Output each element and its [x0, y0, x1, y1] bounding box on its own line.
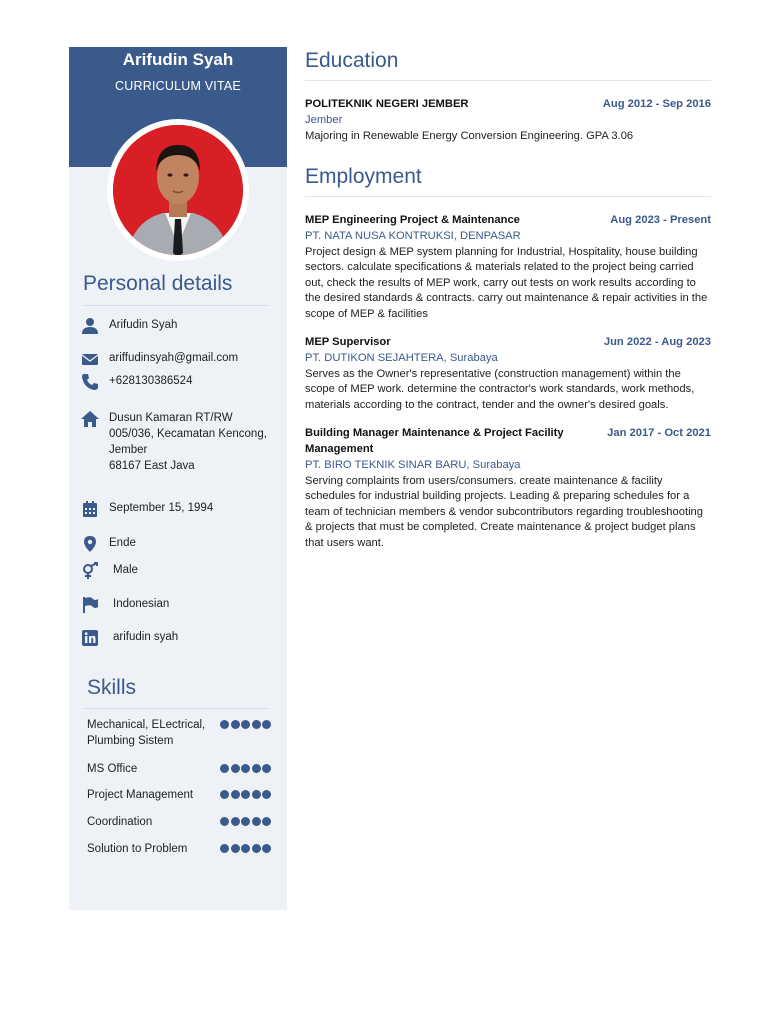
education-heading: Education: [305, 49, 399, 72]
phone-icon: [81, 373, 99, 391]
skills-divider: [83, 708, 269, 709]
skill-label: Project Management: [87, 789, 194, 801]
skill-rating: [220, 842, 273, 854]
employment-divider: [305, 196, 711, 197]
job-company: PT. DUTIKON SEJAHTERA, Surabaya: [305, 352, 498, 364]
personal-divider: [83, 305, 269, 306]
flag-icon: [81, 596, 99, 614]
skill-label: Mechanical, ELectrical, Plumbing Sistem: [87, 719, 206, 747]
employment-heading: Employment: [305, 165, 422, 188]
employment-entry-1: [305, 213, 711, 323]
job-company: PT. NATA NUSA KONTRUKSI, DENPASAR: [305, 230, 521, 242]
candidate-name: Arifudin Syah: [122, 50, 234, 69]
job-title: MEP Engineering Project & Maintenance: [305, 214, 520, 226]
rating-dot: [252, 764, 261, 773]
detail-name-text: Arifudin Syah: [109, 319, 178, 331]
rating-dot: [231, 844, 240, 853]
sidebar: [69, 47, 287, 910]
job-dates: Aug 2023 - Present: [610, 214, 711, 226]
detail-birthdate-text: September 15, 1994: [109, 502, 214, 514]
linkedin-icon: [81, 629, 99, 647]
skill-label: Coordination: [87, 816, 153, 828]
detail-address-text: Dusun Kamaran RT/RW 005/036, Kecamatan Kencong, Jember 68167 East Java: [109, 412, 267, 472]
profile-photo-frame: [107, 119, 249, 261]
job-description: Serving complaints from users/consumers. create maintenance & facility schedules for industrial building projects. Leading & preparing schedules for a team of technician members & vendor subcontributors regarding troubleshooting & projects that must be completed. Create maintenance & project budget plans that users want.: [305, 474, 703, 549]
rating-dot: [262, 790, 271, 799]
skill-label: Solution to Problem: [87, 843, 188, 855]
rating-dot: [252, 720, 261, 729]
skills-heading: Skills: [87, 676, 137, 699]
rating-dot: [262, 720, 271, 729]
detail-nationality-text: Indonesian: [113, 598, 170, 610]
skill-rating: [220, 762, 273, 774]
job-title-continued: Management: [305, 443, 374, 455]
education-entry: [305, 97, 711, 144]
rating-dot: [252, 817, 261, 826]
location-pin-icon: [81, 535, 99, 553]
rating-dot: [231, 720, 240, 729]
rating-dot: [220, 844, 229, 853]
job-dates: Jan 2017 - Oct 2021: [607, 427, 711, 439]
rating-dot: [220, 790, 229, 799]
rating-dot: [241, 817, 250, 826]
rating-dot: [262, 817, 271, 826]
education-location: Jember: [305, 114, 343, 126]
rating-dot: [262, 764, 271, 773]
detail-email-text: ariffudinsyah@gmail.com: [109, 352, 239, 364]
rating-dot: [231, 790, 240, 799]
rating-dot: [231, 817, 240, 826]
rating-dot: [241, 764, 250, 773]
email-icon: [81, 350, 99, 368]
rating-dot: [220, 817, 229, 826]
detail-birthplace-text: Ende: [109, 537, 136, 549]
cv-label: CURRICULUM VITAE: [115, 79, 241, 93]
rating-dot: [220, 720, 229, 729]
skill-rating: [220, 815, 273, 827]
education-dates: Aug 2012 - Sep 2016: [602, 98, 711, 110]
gender-icon: [81, 562, 99, 580]
job-company: PT. BIRO TEKNIK SINAR BARU, Surabaya: [305, 459, 521, 471]
profile-photo: [113, 125, 243, 255]
skill-rating: [220, 718, 273, 730]
job-description: Project design & MEP system planning for Industrial, Hospitality, house building sectors. calculate specifications & materials related to the project being carried out, check the results of MEP work, carry out tests on work results according to the desired standards & contracts. carry out maintenance & repair activities in the scope of MEP & facilities: [305, 245, 708, 320]
rating-dot: [252, 790, 261, 799]
skill-label: MS Office: [87, 763, 138, 775]
person-icon: [81, 317, 99, 335]
job-title: MEP Supervisor: [305, 336, 391, 348]
education-divider: [305, 80, 711, 81]
personal-details-heading: Personal details: [83, 272, 233, 295]
job-dates: Jun 2022 - Aug 2023: [603, 336, 711, 348]
rating-dot: [231, 764, 240, 773]
rating-dot: [252, 844, 261, 853]
skill-rating: [220, 788, 273, 800]
education-description: Majoring in Renewable Energy Conversion Engineering. GPA 3.06: [305, 129, 634, 142]
home-icon: [81, 410, 99, 428]
rating-dot: [241, 790, 250, 799]
detail-gender-text: Male: [113, 564, 138, 576]
employment-entry-2: [305, 335, 711, 413]
detail-linkedin-text: arifudin syah: [113, 631, 179, 643]
rating-dot: [241, 844, 250, 853]
job-title: Building Manager Maintenance & Project Facility: [305, 427, 564, 439]
rating-dot: [241, 720, 250, 729]
calendar-icon: [81, 500, 99, 518]
detail-phone-text: +628130386524: [109, 375, 193, 387]
rating-dot: [220, 764, 229, 773]
rating-dot: [262, 844, 271, 853]
school-name: POLITEKNIK NEGERI JEMBER: [305, 98, 469, 110]
employment-entry-3: [305, 426, 711, 552]
job-description: Serves as the Owner's representative (construction management) within the scope of MEP work. determine the contractor's work standards, work methods, materials according to the contract, tender and the owner's desired goals.: [305, 367, 695, 411]
